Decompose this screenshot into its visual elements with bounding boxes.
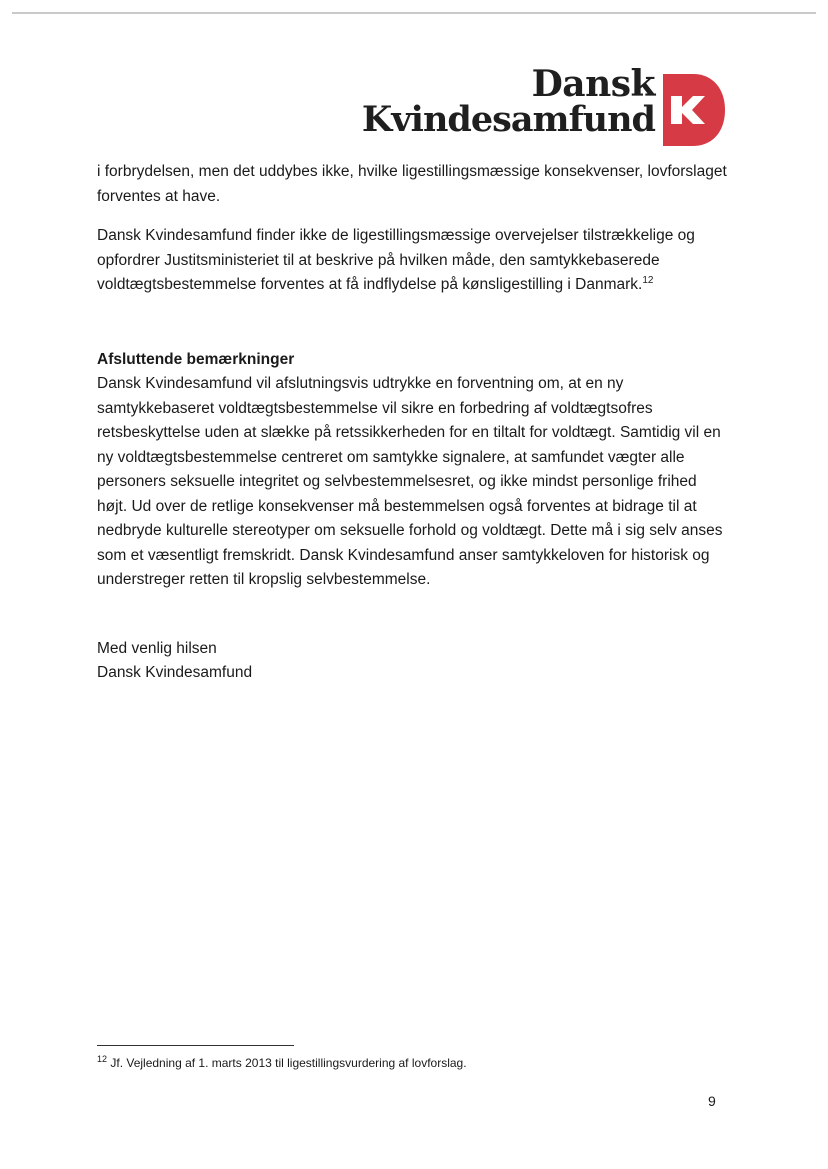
section-heading: Afsluttende bemærkninger	[97, 350, 295, 368]
signoff-greeting: Med venlig hilsen	[97, 639, 217, 657]
page-number: 9	[708, 1093, 716, 1109]
logo-line-2: Kvindesamfund	[361, 99, 655, 140]
footnote-number: 12	[97, 1054, 108, 1064]
footnote	[97, 1054, 467, 1072]
page-top-rule	[12, 12, 816, 14]
signoff-organization: Dansk Kvindesamfund	[97, 664, 253, 681]
footnote-separator	[97, 1045, 294, 1046]
logo-wordmark	[361, 63, 655, 140]
logo-line-1: Dansk	[531, 63, 655, 105]
letter-body	[97, 160, 727, 686]
organization-logo	[361, 63, 725, 146]
logo-d-mark-icon	[663, 74, 725, 146]
footnote-text: Jf. Vejledning af 1. marts 2013 til ligestillingsvurdering af lovforslag.	[110, 1056, 467, 1070]
paragraph-text: Dansk Kvindesamfund finder ikke de ligestillingsmæssige overvejelser tilstrækkelige og opfordrer Justitsministeriet til at beskrive på hvilken måde, den samtykkebaserede voldtægtsbestemmelse forventes at få indflydelse på kønsligestilling i Danmark.	[97, 227, 695, 293]
footnote-reference: 12	[642, 274, 654, 286]
paragraph-closing-remarks: Dansk Kvindesamfund vil afslutningsvis udtrykke en forventning om, at en ny samtykkebaseret voldtægtsbestemmelse vil sikre en forbedring af voldtægtsofres retsbeskyttelse uden at slække på retssikkerheden for en tiltalt for voldtægt. Samtidig vil en ny voldtægtsbestemmelse centreret om samtykke signalere, at samfundet vægter alle personers seksuelle integritet og selvbestemmelsesret, og ikke mindst personlige frihed højt. Ud over de retlige konsekvenser må bestemmelsen også forventes at bidrage til at nedbryde kulturelle stereotyper om seksuelle forhold og voldtægt. Dette må i sig selv anses som et væsentligt fremskridt. Dansk Kvindesamfund anser samtykkeloven for historisk og understreger retten til kropslig selvbestemmelse.	[97, 375, 723, 588]
paragraph-equality-assessment	[97, 224, 727, 298]
paragraph-continuation: i forbrydelsen, men det uddybes ikke, hvilke ligestillingsmæssige konsekvenser, lovforslaget forventes at have.	[97, 163, 727, 205]
